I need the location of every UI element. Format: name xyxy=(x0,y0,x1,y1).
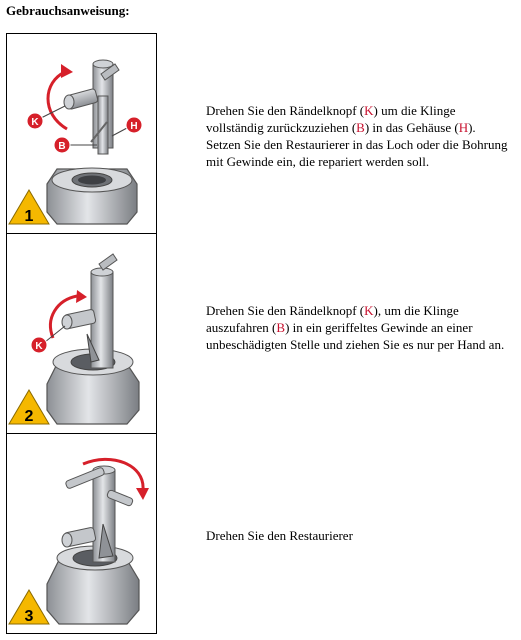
step-number: 3 xyxy=(24,608,34,625)
step-number-badge xyxy=(9,190,49,225)
step-3-illustration xyxy=(6,433,157,634)
step-1-illustration xyxy=(6,33,157,234)
callout-b xyxy=(54,137,97,153)
text-part: ) in ein geriffeltes Gewinde an einer unbeschädigten Stelle und ziehen Sie es nur per Hand an. xyxy=(206,320,505,352)
text-part: ) um die Klinge vollständig zurückzuziehen ( xyxy=(206,103,456,135)
step-number-badge xyxy=(9,390,49,425)
callout-b-label: B xyxy=(58,141,66,152)
step-number: 1 xyxy=(24,208,34,225)
callout-k xyxy=(27,106,65,129)
callout-k-label: K xyxy=(31,117,39,128)
arrow-head xyxy=(61,64,73,78)
knurled-knob xyxy=(62,527,96,547)
callout-h xyxy=(112,117,142,136)
arrow-head xyxy=(76,290,87,303)
tool-body xyxy=(93,466,115,562)
step-3-description xyxy=(206,527,511,544)
ref-h: H xyxy=(458,120,469,135)
text-part: Drehen Sie den Rändelknopf ( xyxy=(206,103,365,118)
arrow-head xyxy=(136,488,149,500)
callout-k-label: K xyxy=(35,341,43,352)
step-2-description xyxy=(206,302,511,353)
step-1-description xyxy=(206,102,511,170)
callout-h-label: H xyxy=(130,121,138,132)
text-part: ), um die Klinge auszufahren ( xyxy=(206,303,459,335)
ref-b: B xyxy=(276,320,286,335)
ref-b: B xyxy=(356,120,365,135)
text-part: ) in das Gehäuse ( xyxy=(364,120,459,135)
step-number-badge xyxy=(9,590,49,625)
text-part: Drehen Sie den Restaurierer xyxy=(206,528,353,543)
step-number: 2 xyxy=(24,408,34,425)
ref-k: K xyxy=(364,303,374,318)
text-part: Drehen Sie den Rändelknopf ( xyxy=(206,303,365,318)
step-2-illustration xyxy=(6,233,157,434)
text-part: ). Setzen Sie den Restaurierer in das Loch oder die Bohrung mit Gewinde ein, die repariert werden soll. xyxy=(206,120,508,169)
ref-k: K xyxy=(364,103,374,118)
hex-nut xyxy=(47,168,137,224)
callout-k xyxy=(31,326,65,353)
page-heading: Gebrauchsanweisung: xyxy=(6,3,130,18)
